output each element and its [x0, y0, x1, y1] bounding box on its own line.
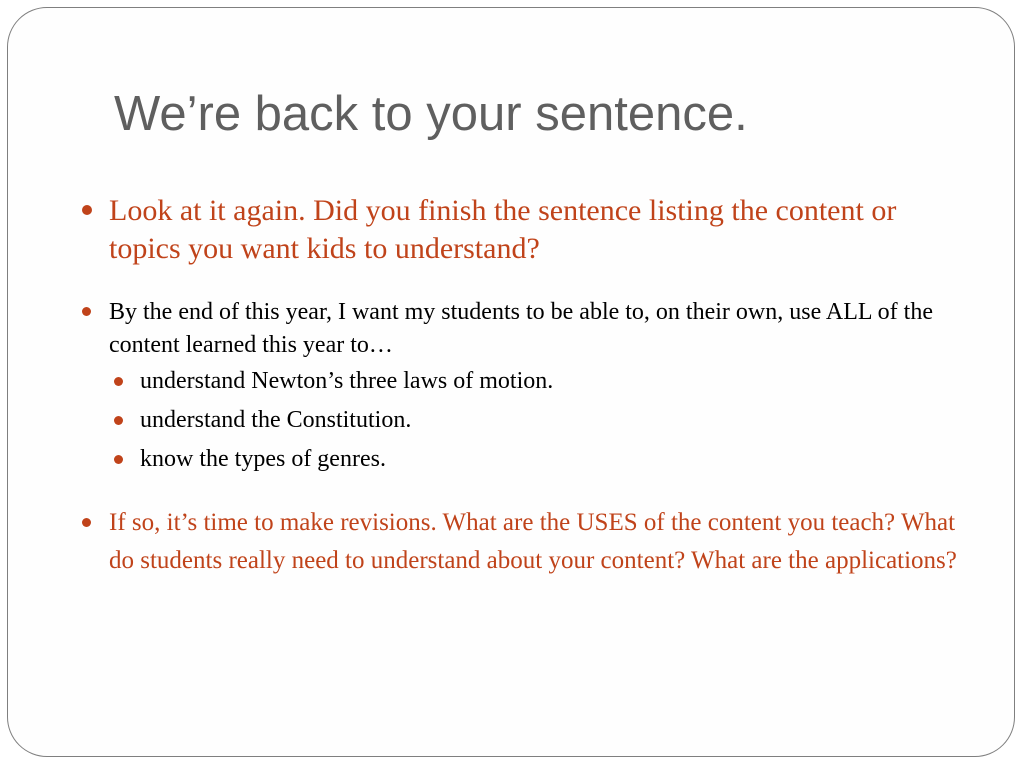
bullet-item-1 [82, 192, 962, 268]
sub-bullet-item [114, 365, 962, 398]
bullet-item-3 [82, 504, 962, 580]
bullet-dot-icon [82, 518, 91, 527]
bullet-text: Look at it again. Did you finish the sentence listing the content or topics you want kids to understand? [109, 194, 897, 265]
bullet-dot-icon [114, 377, 123, 386]
sub-bullet-item [114, 443, 962, 476]
sub-bullet-text: understand Newton’s three laws of motion. [140, 368, 554, 394]
sub-bullet-text: understand the Constitution. [140, 407, 412, 433]
bullet-item-2 [82, 296, 962, 476]
bullet-text: By the end of this year, I want my students to be able to, on their own, use ALL of the content learned this year to… [109, 299, 933, 358]
sub-bullet-list [114, 365, 962, 476]
bullet-dot-icon [82, 205, 92, 215]
sub-bullet-item [114, 404, 962, 437]
slide-title: We’re back to your sentence. [114, 87, 748, 141]
slide-body [82, 192, 962, 580]
bullet-dot-icon [114, 455, 123, 464]
bullet-dot-icon [82, 307, 91, 316]
bullet-text: If so, it’s time to make revisions. What are the USES of the content you teach? What do students really need to understand about your content? What are the applications? [109, 509, 957, 574]
bullet-dot-icon [114, 416, 123, 425]
sub-bullet-text: know the types of genres. [140, 446, 386, 472]
